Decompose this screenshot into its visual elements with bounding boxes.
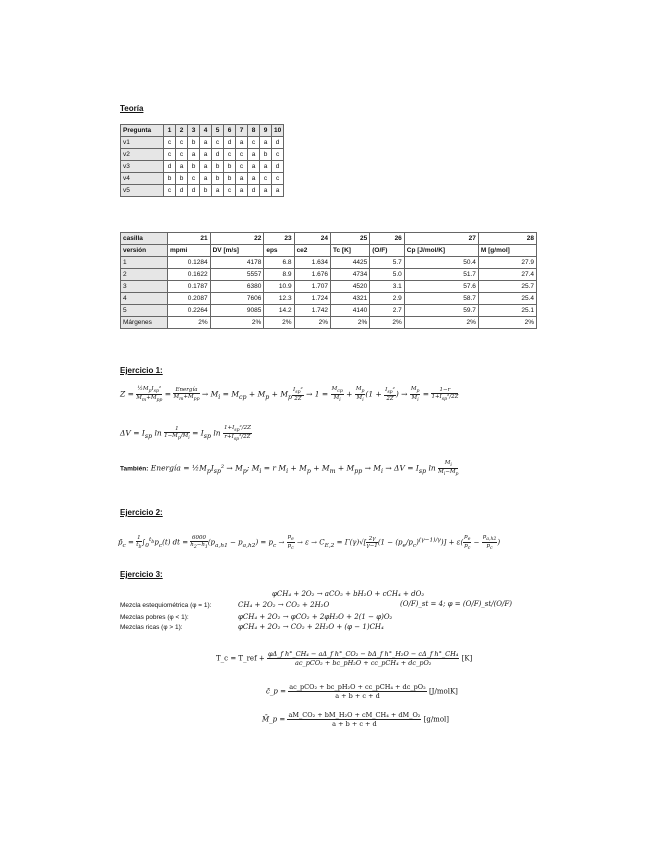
casillas-value-cell: Cp [J/mol/K] [404, 245, 478, 257]
teoria-answer-cell: a [200, 161, 212, 173]
teoria-answer-cell: b [260, 149, 272, 161]
casillas-value-cell: 21 [168, 233, 211, 245]
teoria-answer-cell: a [248, 173, 260, 185]
teoria-answer-cell: a [260, 161, 272, 173]
teoria-answer-cell: b [176, 173, 188, 185]
casillas-value-cell: 58.7 [404, 293, 478, 305]
tc-numerator: φΔ_f h°_CH₄ − aΔ_f h°_CO₂ − bΔ_f h°_H₂O − cΔ_f h°_CH₄ [267, 650, 459, 658]
casillas-value-cell: 59.7 [404, 305, 478, 317]
casillas-value-cell: 7606 [210, 293, 264, 305]
casillas-label-cell: Márgenes [121, 317, 168, 329]
teoria-header-cell: 7 [236, 125, 248, 137]
casillas-value-cell: 1.707 [294, 281, 330, 293]
casillas-value-cell: 8.9 [264, 269, 294, 281]
teoria-answer-cell: b [188, 137, 200, 149]
casillas-value-cell: 1.742 [294, 305, 330, 317]
teoria-answer-cell: a [260, 137, 272, 149]
casillas-value-cell: 2% [370, 317, 405, 329]
casillas-value-cell: 27.4 [478, 269, 536, 281]
teoria-answer-cell: c [248, 137, 260, 149]
teoria-answer-cell: a [212, 185, 224, 197]
ej3-heading: Ejercicio 3: [120, 570, 163, 579]
ej3-lean-label: Mezclas pobres (φ < 1): [120, 614, 189, 621]
casillas-value-cell: 24 [294, 233, 330, 245]
tc-lhs: T_c = T_ref + [216, 654, 265, 663]
casillas-value-cell: 25.7 [478, 281, 536, 293]
teoria-answer-cell: d [176, 185, 188, 197]
casillas-value-cell: 1.634 [294, 257, 330, 269]
teoria-answer-cell: c [176, 149, 188, 161]
casillas-value-cell: 50.4 [404, 257, 478, 269]
cp-numerator: ac_pCO₂ + bc_pH₂O + cc_pCH₄ + dc_pO₂ [289, 683, 426, 691]
teoria-answer-cell: a [248, 149, 260, 161]
m-unit: [g/mol] [423, 715, 450, 724]
teoria-answer-cell: c [224, 185, 236, 197]
casillas-data-row [121, 257, 537, 269]
teoria-header-cell: 1 [164, 125, 176, 137]
teoria-answer-cell: c [176, 137, 188, 149]
casillas-value-cell: Tc [K] [331, 245, 370, 257]
casillas-value-cell: mpmi [168, 245, 211, 257]
teoria-answer-cell: c [164, 149, 176, 161]
teoria-answer-cell: d [212, 149, 224, 161]
casillas-value-cell: 3.1 [370, 281, 405, 293]
ej3-rich-label: Mezclas ricas (φ > 1): [120, 624, 183, 631]
teoria-heading: Teoría [120, 104, 144, 113]
ej2-heading: Ejercicio 2: [120, 508, 163, 517]
casillas-value-cell: 4734 [331, 269, 370, 281]
casillas-value-cell: 2% [168, 317, 211, 329]
casillas-value-cell: 9085 [210, 305, 264, 317]
teoria-header-cell: 3 [188, 125, 200, 137]
teoria-header-cell: Pregunta [121, 125, 164, 137]
casillas-value-cell: 25.4 [478, 293, 536, 305]
ej3-stoich-eq: CH₄ + 2O₂ → CO₂ + 2H₂O [238, 601, 330, 609]
casillas-margins-row [121, 317, 537, 329]
teoria-answer-cell: c [212, 137, 224, 149]
casillas-value-cell: 26 [370, 233, 405, 245]
teoria-answer-cell: a [236, 173, 248, 185]
casillas-value-cell: eps [264, 245, 294, 257]
teoria-row [121, 173, 284, 185]
teoria-answer-cell: c [236, 149, 248, 161]
casillas-value-cell: 2% [294, 317, 330, 329]
teoria-answer-cell: b [200, 185, 212, 197]
teoria-answer-cell: b [188, 161, 200, 173]
teoria-answer-cell: b [164, 173, 176, 185]
teoria-version-cell: v5 [121, 185, 164, 197]
ej1-equation-3: También: Energía = $\frac{1}{2}M_pI_{sp}^2 \to M_p$; $M_i = r$ $M_i + M_p + M_m + M_{pp} \to M_i \to \Delta V = I_{sp}$ ln $\frac{M_i}{M_i-M_p}$ [120, 460, 459, 478]
casillas-value-cell: 2% [210, 317, 264, 329]
casillas-value-cell: 2.9 [370, 293, 405, 305]
casillas-value-cell: 0.1787 [168, 281, 211, 293]
casillas-label-cell: 5 [121, 305, 168, 317]
teoria-answer-cell: d [272, 161, 284, 173]
teoria-version-cell: v1 [121, 137, 164, 149]
casillas-value-cell: 0.1284 [168, 257, 211, 269]
casillas-data-row [121, 281, 537, 293]
teoria-answer-cell: d [248, 185, 260, 197]
casillas-value-cell: 1.724 [294, 293, 330, 305]
casillas-data-row [121, 305, 537, 317]
ej1-equation-2: $\Delta V = I_{sp}$ ln $\frac{1}{1-M_p/M_i}$ = $I_{sp}$ ln $\frac{1+I_{sp}^2/2Z}{r+I_{sp}^2/2Z}$ [120, 425, 251, 443]
casillas-value-cell: M [g/mol] [478, 245, 536, 257]
casillas-value-cell: 2.7 [370, 305, 405, 317]
ej1-equation-1: Z = $\frac{\frac{1}{2}M_pI_{sp}^2}{M_m+M_{pp}}$ = $\frac{\text{Energía}}{M_m+M_{pp}}$ → $M_i = M_{cp} + M_p + M_p$ $\frac{I_{sp}^2}{2Z}$ → 1 = $\frac{M_{cp}}{M_i}$ + $\frac{M_p}{M_i}$ (1 + $\frac{I_{sp}^2}{2Z}$ ) → $\frac{M_p}{M_i}$ = $\frac{1-r}{1+I_{sp}^2/2Z}$ [120, 386, 459, 404]
casillas-value-cell: 0.1622 [168, 269, 211, 281]
casillas-value-cell: 4321 [331, 293, 370, 305]
teoria-answer-cell: d [272, 137, 284, 149]
casillas-value-cell: 2% [264, 317, 294, 329]
teoria-answer-cell: b [212, 173, 224, 185]
teoria-answer-cell: a [200, 173, 212, 185]
casillas-value-cell: 4520 [331, 281, 370, 293]
casillas-label-cell: casilla [121, 233, 168, 245]
teoria-header-cell: 5 [212, 125, 224, 137]
ej1-heading: Ejercicio 1: [120, 366, 163, 375]
casillas-value-cell: 6380 [210, 281, 264, 293]
casillas-label-cell: 2 [121, 269, 168, 281]
cp-denominator: a + b + c + d [335, 692, 380, 700]
casillas-value-cell: 0.2264 [168, 305, 211, 317]
casillas-value-cell: 51.7 [404, 269, 478, 281]
teoria-answer-cell: a [200, 149, 212, 161]
teoria-answer-cell: d [188, 185, 200, 197]
teoria-answer-cell: a [176, 161, 188, 173]
teoria-row [121, 185, 284, 197]
m-lhs: M̄_p = [262, 715, 286, 724]
teoria-answer-cell: c [164, 185, 176, 197]
ej1-also-label: También: [120, 465, 149, 473]
cp-unit: [J/molK] [428, 687, 458, 696]
teoria-version-cell: v4 [121, 173, 164, 185]
casillas-data-row [121, 293, 537, 305]
teoria-answer-cell: a [272, 185, 284, 197]
casillas-value-cell: 12.3 [264, 293, 294, 305]
teoria-header-cell: 6 [224, 125, 236, 137]
m-numerator: aM_CO₂ + bM_H₂O + cM_CH₄ + dM_O₂ [288, 711, 421, 719]
teoria-answer-cell: c [164, 137, 176, 149]
teoria-version-cell: v3 [121, 161, 164, 173]
cp-lhs: c̄_p = [266, 687, 286, 696]
m-denominator: a + b + c + d [332, 720, 377, 728]
casillas-label-cell: 3 [121, 281, 168, 293]
teoria-answer-cell: b [212, 161, 224, 173]
teoria-answer-cell: c [260, 173, 272, 185]
teoria-answer-cell: b [224, 161, 236, 173]
m-formula [262, 711, 449, 728]
teoria-header-row [121, 125, 284, 137]
casillas-value-cell: 27 [404, 233, 478, 245]
casillas-value-cell: 2% [404, 317, 478, 329]
teoria-answer-cell: c [272, 173, 284, 185]
teoria-row [121, 149, 284, 161]
casillas-value-cell: 5.0 [370, 269, 405, 281]
casillas-value-cell: 14.2 [264, 305, 294, 317]
ej3-stoich-extra: (O/F)_st = 4; φ = (O/F)_st/(O/F) [400, 600, 512, 608]
casillas-value-cell: 2% [478, 317, 536, 329]
teoria-answer-cell: c [188, 173, 200, 185]
casillas-value-cell: 4140 [331, 305, 370, 317]
casillas-value-cell: 2% [331, 317, 370, 329]
teoria-header-cell: 4 [200, 125, 212, 137]
casillas-value-cell: 28 [478, 233, 536, 245]
ej3-lean-eq: φCH₄ + 2O₂ → φCO₂ + 2φH₂O + 2(1 − φ)O₂ [238, 613, 393, 621]
casillas-value-cell: 25 [331, 233, 370, 245]
tc-unit: [K] [461, 654, 473, 663]
teoria-answer-cell: c [272, 149, 284, 161]
teoria-row [121, 137, 284, 149]
casillas-table [120, 232, 537, 329]
casillas-value-cell: (O/F) [370, 245, 405, 257]
teoria-answer-cell: a [200, 137, 212, 149]
teoria-answer-cell: a [260, 185, 272, 197]
teoria-answer-cell: d [164, 161, 176, 173]
teoria-version-cell: v2 [121, 149, 164, 161]
casillas-value-cell: 5.7 [370, 257, 405, 269]
casillas-value-cell: DV [m/s] [210, 245, 264, 257]
teoria-header-cell: 9 [260, 125, 272, 137]
teoria-header-cell: 10 [272, 125, 284, 137]
teoria-answer-cell: a [188, 149, 200, 161]
casillas-value-cell: 4425 [331, 257, 370, 269]
tc-denominator: ac_pCO₂ + bc_pH₂O + cc_pCH₄ + dc_pO₂ [294, 659, 432, 667]
teoria-table [120, 124, 284, 197]
casillas-value-cell: 1.676 [294, 269, 330, 281]
teoria-answer-cell: c [236, 161, 248, 173]
casillas-value-cell: 22 [210, 233, 264, 245]
teoria-answer-cell: a [248, 161, 260, 173]
casillas-data-row [121, 269, 537, 281]
ej3-general-reaction: φCH₄ + 2O₂ → aCO₂ + bH₂O + cCH₄ + dO₂ [272, 590, 425, 598]
casillas-value-cell: ce2 [294, 245, 330, 257]
casillas-label-cell: 4 [121, 293, 168, 305]
casillas-value-cell: 25.1 [478, 305, 536, 317]
casillas-value-cell: 23 [264, 233, 294, 245]
casillas-number-row [121, 233, 537, 245]
casillas-value-cell: 0.2087 [168, 293, 211, 305]
teoria-answer-cell: a [236, 137, 248, 149]
teoria-answer-cell: d [224, 137, 236, 149]
ej3-rich-eq: φCH₄ + 2O₂ → CO₂ + 2H₂O + (φ − 1)CH₄ [238, 623, 384, 631]
teoria-answer-cell: b [224, 173, 236, 185]
casillas-value-cell: 57.6 [404, 281, 478, 293]
casillas-value-cell: 10.9 [264, 281, 294, 293]
cp-formula [266, 683, 458, 700]
ej3-stoich-label: Mezcla estequiométrica (φ = 1): [120, 602, 212, 609]
teoria-header-cell: 8 [248, 125, 260, 137]
casillas-value-cell: 4178 [210, 257, 264, 269]
casillas-value-cell: 27.9 [478, 257, 536, 269]
ej2-equation: $p̄_c$ = $\frac{1}{t_b}$ $\int_0^{t_b}p_c(t)$ dt = $\frac{6000}{h_2-h_1}$ $(p_{a,h1} - p_{a,h2}) = p_c$ → $\frac{p_e}{p_c}$ → $\varepsilon \to C_{E,2} = \Gamma(\gamma)√$[ $\frac{2\gamma}{\gamma-1}$ $(1 - (p_e/p_c)^{(\gamma-1)/\gamma})] + \varepsilon$( $\frac{p_e}{p_c}$ − $\frac{p_{a,h2}}{p_c}$ ) [118, 534, 501, 552]
teoria-answer-cell: a [236, 185, 248, 197]
casillas-header-row [121, 245, 537, 257]
teoria-answer-cell: c [224, 149, 236, 161]
teoria-row [121, 161, 284, 173]
casillas-value-cell: 5557 [210, 269, 264, 281]
casillas-label-cell: 1 [121, 257, 168, 269]
teoria-header-cell: 2 [176, 125, 188, 137]
casillas-value-cell: 6.8 [264, 257, 294, 269]
casillas-label-cell: versión [121, 245, 168, 257]
tc-formula [216, 650, 472, 667]
